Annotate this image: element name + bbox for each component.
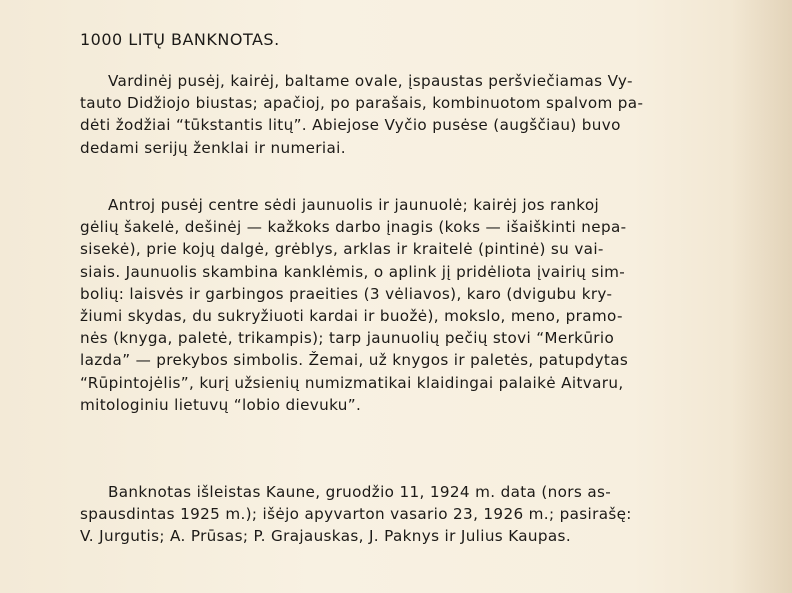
text-line: Banknotas išleistas Kaune, gruodžio 11, 1924 m. data (nors as- [108,483,612,501]
text-line: Antroj pusėj centre sėdi jaunuolis ir jaunuolė; kairėj jos rankoj [108,196,600,214]
text-line: siais. Jaunuolis skambina kanklėmis, o aplink jį pridėliota įvairių sim- [80,262,626,281]
text-line: dedami serijų ženklai ir numeriai. [80,138,346,157]
text-line: gėlių šakelė, dešinėj — kažkoks darbo įnagis (koks — išaiškinti nepa- [80,218,627,237]
text-line: “Rūpintojėlis”, kurį užsienių numizmatikai klaidingai palaikė Aitvaru, [80,373,624,392]
text-line: tauto Didžiojo biustas; apačioj, po parašais, kombinuotom spalvom pa- [80,94,644,113]
text-line: spausdintas 1925 m.); išėjo apyvarton vasario 23, 1926 m.; pasirašę: [80,505,632,524]
text-line: V. Jurgutis; A. Prūsas; P. Grajauskas, J. Paknys ir Julius Kaupas. [80,527,571,546]
paragraph-back-side [80,194,628,416]
text-line: mitologiniu lietuvų “lobio dievuku”. [80,395,362,414]
text-line: sisekė), prie kojų dalgė, grėblys, arklas ir kraitelė (pintinė) su vai- [80,240,604,259]
paragraph-front-side [80,70,643,159]
page-edge-shadow [732,0,792,593]
text-line: nės (knyga, paletė, trikampis); tarp jaunuolių pečių stovi “Merkūrio [80,329,615,348]
text-line: lazda” — prekybos simbolis. Žemai, už knygos ir paletės, patupdytas [80,351,629,370]
text-line: dėti žodžiai “tūkstantis litų”. Abiejose Vyčio pusėse (augščiau) buvo [80,116,621,135]
text-line: bolių: laisvės ir garbingos praeities (3 vėliavos), karo (dvigubu kry- [80,284,613,303]
text-line: žiumi skydas, du sukryžiuoti kardai ir buožė), mokslo, meno, pramo- [80,306,623,325]
paragraph-issue-info [80,481,632,548]
document-title: 1000 LITŲ BANKNOTAS. [80,30,280,49]
text-line: Vardinėj pusėj, kairėj, baltame ovale, įspaustas peršviečiamas Vy- [108,72,633,90]
